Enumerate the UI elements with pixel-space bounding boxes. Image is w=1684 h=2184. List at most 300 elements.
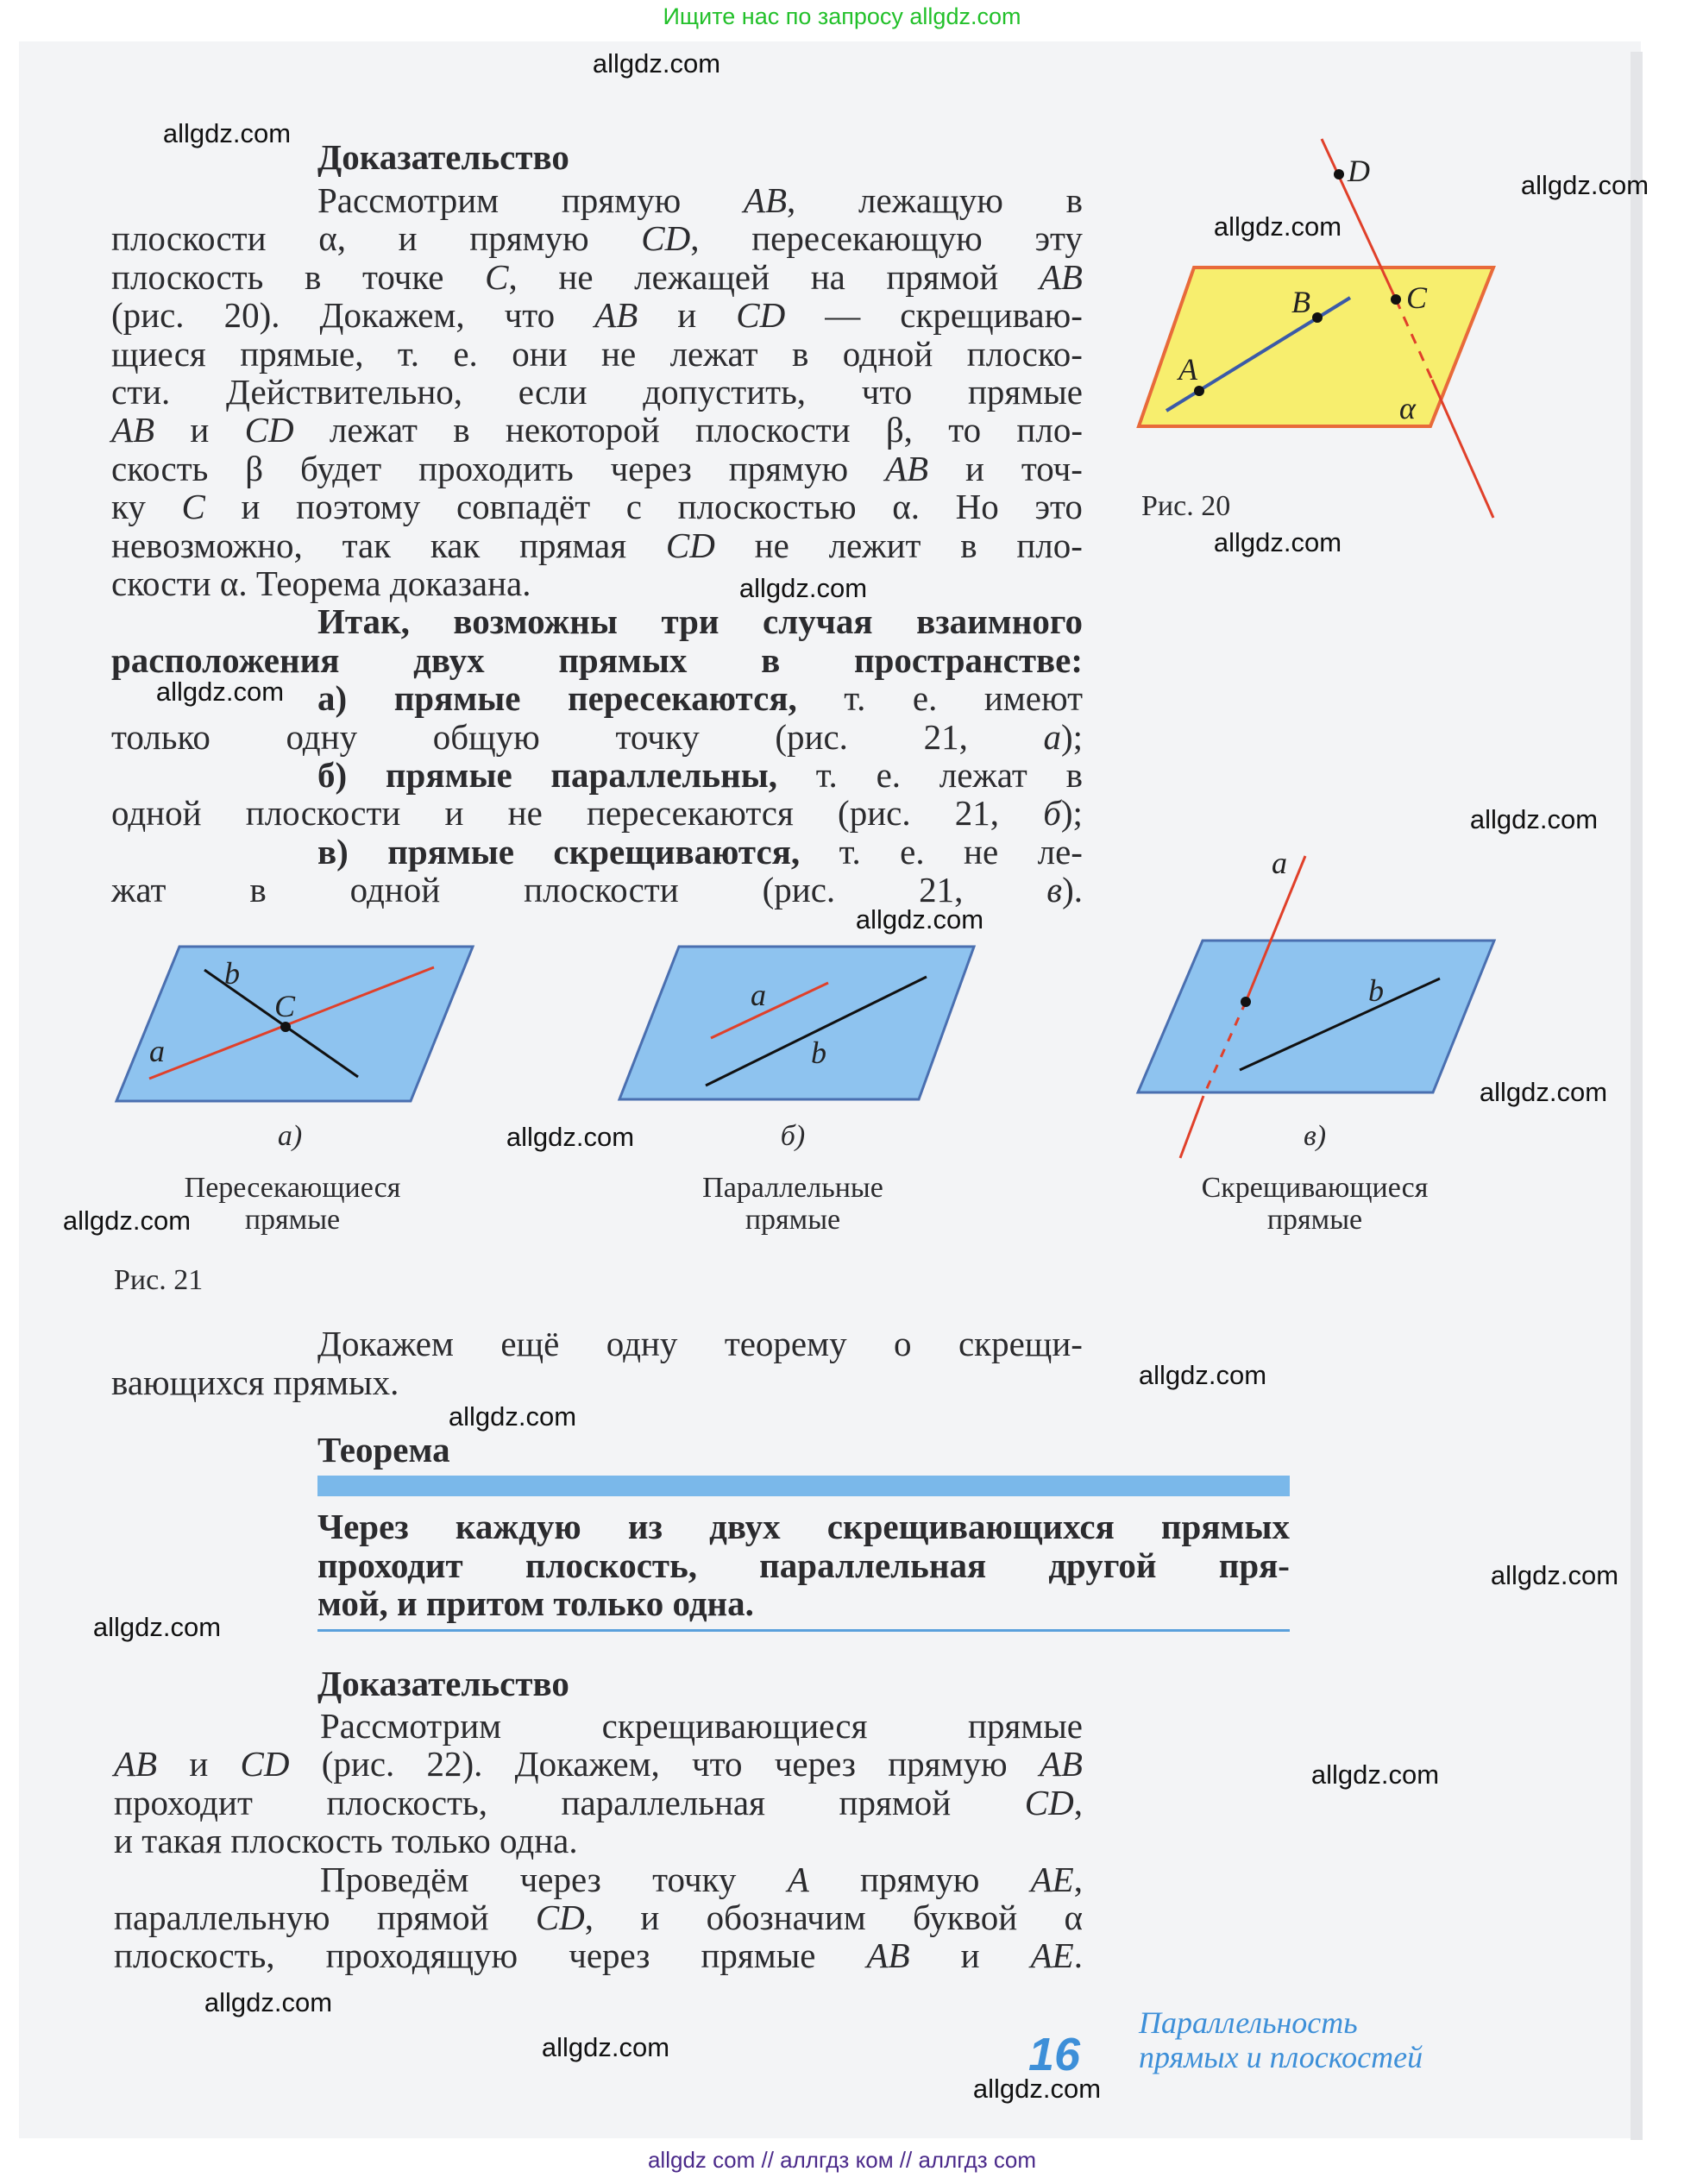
fig21c-letter: в) xyxy=(1303,1120,1327,1152)
text-run: т. xyxy=(397,333,419,374)
watermark: allgdz.com xyxy=(855,904,984,935)
word xyxy=(525,1546,697,1584)
text-run: пространстве: xyxy=(853,639,1083,680)
text-run: пересекаются, xyxy=(567,678,797,719)
text-run: Итак, xyxy=(317,601,410,642)
watermark: allgdz.com xyxy=(592,48,721,79)
word xyxy=(1048,1546,1156,1584)
word xyxy=(606,1325,678,1363)
word xyxy=(1040,1745,1083,1783)
watermark: allgdz.com xyxy=(1310,1759,1440,1790)
fig21a-caption xyxy=(185,1172,401,1236)
text-run: Докажем, xyxy=(514,1744,660,1784)
text-run: ещё xyxy=(500,1324,560,1363)
label-a: A xyxy=(1178,352,1197,387)
watermark: allgdz.com xyxy=(92,1612,222,1642)
text-run: CD xyxy=(736,295,786,336)
word xyxy=(894,1325,912,1363)
text-run: (рис. xyxy=(838,793,911,834)
text-run: точке xyxy=(361,256,444,297)
text-run: , xyxy=(690,218,700,259)
watermark: allgdz.com xyxy=(1213,211,1342,242)
text-run: поэтому xyxy=(296,487,421,527)
watermark: allgdz.com xyxy=(738,573,868,603)
text-run: пло- xyxy=(1016,410,1083,450)
text-run: CD xyxy=(1024,1782,1074,1822)
label-b: b xyxy=(224,956,240,991)
text-run: пря- xyxy=(1218,1545,1290,1585)
text-run: в xyxy=(792,333,809,374)
text-run: Через xyxy=(317,1507,409,1546)
text-run: лежат xyxy=(329,410,418,450)
watermark: allgdz.com xyxy=(1138,1360,1267,1390)
text-run: A xyxy=(787,1859,809,1899)
text-run: CD xyxy=(641,218,691,259)
word xyxy=(515,1745,660,1783)
word xyxy=(322,1745,395,1783)
text-run: совпадёт xyxy=(456,487,591,527)
word xyxy=(788,1860,809,1898)
text-run: прямых xyxy=(1160,1507,1290,1546)
text-run: каждую xyxy=(455,1507,581,1546)
text-run: в xyxy=(249,870,267,910)
text-run: AB xyxy=(1039,256,1083,297)
plane-c xyxy=(1138,941,1494,1092)
word xyxy=(427,1745,483,1783)
text-run: если xyxy=(518,372,588,412)
watermark: allgdz.com xyxy=(62,1205,192,1236)
text-run: одну xyxy=(286,716,358,757)
text-run: не xyxy=(964,831,999,872)
text-run: CD xyxy=(535,1898,585,1937)
text-run: скрещивающихся xyxy=(826,1507,1115,1546)
text-line xyxy=(114,1898,1083,1936)
text-run: параллельная xyxy=(561,1782,765,1822)
text-run: ); xyxy=(1060,716,1083,757)
text-run: прямые xyxy=(385,755,512,795)
word xyxy=(707,1898,866,1936)
text-run: в) xyxy=(317,831,349,872)
text-run: невозможно, xyxy=(111,525,303,565)
point-c xyxy=(1391,294,1401,305)
text-run: прямую xyxy=(728,448,849,488)
text-run: плоскости xyxy=(245,793,401,834)
word xyxy=(827,1507,1115,1545)
text-run: е. xyxy=(876,755,902,795)
word xyxy=(860,1860,979,1898)
section-title xyxy=(1139,2005,1423,2074)
text-run: скость xyxy=(111,448,209,488)
text-run: точку xyxy=(615,716,700,757)
theorem-rule xyxy=(317,1629,1290,1632)
text-run: что xyxy=(861,372,913,412)
word xyxy=(913,1898,1017,1936)
text-run: скрещиваются, xyxy=(553,831,801,872)
word xyxy=(326,1936,518,1974)
text-run: прямую xyxy=(561,180,682,220)
text-run: α, xyxy=(318,218,346,259)
word xyxy=(317,1325,454,1363)
page-number: 16 xyxy=(1028,2029,1081,2080)
text-run: т. xyxy=(815,755,838,795)
text-run: точку xyxy=(652,1859,737,1899)
caption-line: Скрещивающиеся xyxy=(1201,1172,1429,1204)
text-run: , xyxy=(787,180,796,220)
text-run: прямой xyxy=(376,1898,489,1937)
text-run: AB xyxy=(1039,1744,1083,1784)
word xyxy=(628,1507,663,1545)
text-run: AB xyxy=(743,180,788,220)
text-run: прямые xyxy=(387,831,514,872)
label-c: C xyxy=(1406,280,1428,315)
text-run: ле- xyxy=(1037,831,1083,872)
text-run: скости α. Теорема доказана. xyxy=(111,563,531,603)
text-run: ку xyxy=(111,487,146,527)
watermark: allgdz.com xyxy=(541,2032,670,2062)
text-run: плоскости xyxy=(694,410,851,450)
text-run: в xyxy=(960,525,977,565)
label-b: b xyxy=(811,1035,826,1070)
word xyxy=(317,1507,409,1545)
text-run: (рис. xyxy=(321,1744,395,1784)
word xyxy=(111,1363,399,1402)
text-run: то xyxy=(948,410,982,450)
point-b xyxy=(1312,312,1323,323)
text-run: плоско- xyxy=(966,333,1083,374)
text-run: прямые xyxy=(968,1706,1083,1746)
text-run: (рис. xyxy=(762,870,836,910)
text-run: и xyxy=(189,1744,209,1784)
word xyxy=(1161,1507,1290,1545)
word xyxy=(114,1936,275,1974)
watermark: allgdz.com xyxy=(162,118,292,148)
text-run: щиеся xyxy=(111,333,206,374)
word xyxy=(759,1546,986,1584)
text-run: AB xyxy=(866,1935,910,1976)
text-run: взаимного xyxy=(916,601,1083,642)
text-run: не xyxy=(754,525,789,565)
text-run: скрещи- xyxy=(958,1324,1083,1363)
text-run: обозначим xyxy=(706,1898,866,1937)
footer-banner[interactable]: allgdz com // аллгдз ком // аллгдз сom xyxy=(647,2147,1037,2173)
text-line xyxy=(317,1584,1290,1622)
text-run: плоскость, xyxy=(525,1545,698,1585)
word xyxy=(1031,1860,1083,1898)
line-cd-lower xyxy=(1432,380,1493,518)
text-line xyxy=(317,1325,1083,1363)
text-run: е. xyxy=(912,678,938,719)
text-run: и xyxy=(640,1898,660,1937)
label-a: a xyxy=(1272,846,1287,880)
text-run: только xyxy=(111,716,210,757)
text-run: параллельную xyxy=(114,1898,330,1937)
text-run: е. xyxy=(453,333,478,374)
text-run: плоскостью xyxy=(677,487,857,527)
word xyxy=(317,1583,754,1623)
text-run: CD xyxy=(244,410,294,450)
text-line xyxy=(320,1860,1083,1898)
text-run: будет xyxy=(300,448,382,488)
text-run: возможны xyxy=(453,601,618,642)
text-run: расположения xyxy=(111,639,340,680)
watermark: allgdz.com xyxy=(1520,170,1649,200)
text-run: AB xyxy=(111,410,155,450)
text-run: и xyxy=(677,295,697,336)
text-run: прямой xyxy=(886,256,999,297)
watermark: allgdz.com xyxy=(972,2074,1102,2104)
text-run: т. xyxy=(839,831,861,872)
text-run: вающихся прямых. xyxy=(111,1363,399,1402)
fig21b-letter: б) xyxy=(780,1120,806,1152)
word xyxy=(652,1860,736,1898)
text-run: Рассмотрим xyxy=(317,180,500,220)
word xyxy=(520,1860,601,1898)
word xyxy=(114,1821,578,1860)
text-run: C xyxy=(485,256,509,297)
word xyxy=(725,1325,847,1363)
text-run: прямая xyxy=(519,525,627,565)
text-line xyxy=(114,1822,1083,1860)
text-run: 20). xyxy=(223,295,280,336)
text-run: плоскость, xyxy=(326,1782,487,1822)
fig21-caption: Рис. 21 xyxy=(114,1264,204,1296)
text-run: пло- xyxy=(1016,525,1083,565)
text-run: проходит xyxy=(114,1782,253,1822)
text-run: прямые xyxy=(393,678,521,719)
text-run: в xyxy=(453,410,470,450)
text-line xyxy=(114,1745,1083,1783)
word xyxy=(114,1745,157,1783)
text-run: мой, и притом только одна. xyxy=(317,1583,754,1623)
text-run: и xyxy=(960,1935,980,1976)
word xyxy=(377,1898,489,1936)
section-line: прямых и плоскостей xyxy=(1139,2040,1423,2074)
text-run: β xyxy=(245,448,264,488)
caption-line: прямые xyxy=(244,1204,341,1236)
word xyxy=(320,1707,501,1745)
text-run: (рис. xyxy=(111,295,185,336)
word xyxy=(536,1898,594,1936)
caption-line: прямые xyxy=(745,1204,841,1236)
header-banner[interactable]: Ищите нас по запросу allgdz.com xyxy=(663,3,1021,29)
text-run: т. xyxy=(844,678,866,719)
word xyxy=(326,1784,487,1822)
text-run: а) xyxy=(317,678,348,719)
text-run: AE xyxy=(1030,1859,1074,1899)
text-line xyxy=(114,1936,1083,1974)
text-run: и такая плоскость только одна. xyxy=(114,1821,578,1861)
text-run: допустить, xyxy=(643,372,807,412)
text-run: теорему xyxy=(724,1324,847,1363)
text-run: в xyxy=(1046,870,1063,910)
fig21b-caption xyxy=(702,1172,883,1236)
text-run: прямые xyxy=(967,372,1083,412)
text-run: не xyxy=(601,333,637,374)
text-run: двух xyxy=(709,1507,781,1546)
text-run: 21, xyxy=(954,793,1000,834)
word xyxy=(1219,1546,1290,1584)
text-run: — xyxy=(825,295,861,336)
text-line xyxy=(317,1507,1290,1545)
watermark: allgdz.com xyxy=(204,1987,333,2017)
text-run: общую xyxy=(432,716,540,757)
text-run: б) xyxy=(317,755,348,795)
word xyxy=(640,1898,659,1936)
text-run: 21, xyxy=(919,870,964,910)
text-run: в xyxy=(304,256,322,297)
plane-a xyxy=(116,947,473,1101)
text-run: плоскости xyxy=(111,218,267,259)
text-run: через xyxy=(610,448,692,488)
text-run: параллельны, xyxy=(550,755,777,795)
word xyxy=(500,1325,559,1363)
text-run: C xyxy=(181,487,205,527)
label-alpha: α xyxy=(1399,391,1416,425)
word xyxy=(114,1898,330,1936)
text-run: прямые xyxy=(701,1935,816,1976)
text-line xyxy=(317,1546,1290,1584)
word xyxy=(1025,1784,1083,1822)
text-run: AB xyxy=(885,448,929,488)
text-run: и xyxy=(444,793,464,834)
text-run: , xyxy=(584,1898,594,1937)
text-run: лежат xyxy=(939,755,1027,795)
theorem-title: Теорема xyxy=(317,1430,450,1470)
fig21c-caption xyxy=(1202,1172,1429,1236)
theorem-bar xyxy=(317,1476,1290,1496)
label-a: a xyxy=(751,978,766,1012)
text-run: с xyxy=(625,487,642,527)
text-run: AB xyxy=(114,1744,158,1784)
text-run: из xyxy=(627,1507,663,1546)
text-run: плоскость, xyxy=(114,1935,275,1976)
text-run: жат xyxy=(111,870,167,910)
text-run: Рассмотрим xyxy=(320,1706,502,1746)
text-run: проходить xyxy=(418,448,574,488)
word xyxy=(775,1745,856,1783)
text-run: одной xyxy=(349,870,441,910)
text-run: проходящую xyxy=(325,1935,518,1976)
line-a-skew-bottom xyxy=(1180,1096,1203,1158)
text-run: Докажем xyxy=(317,1324,454,1363)
text-run: через xyxy=(774,1744,856,1784)
text-run: что xyxy=(692,1744,743,1784)
text-line xyxy=(320,1707,1083,1745)
word xyxy=(602,1707,868,1745)
label-b: B xyxy=(1291,285,1310,319)
text-run: 22). xyxy=(426,1744,483,1784)
word xyxy=(701,1936,815,1974)
word xyxy=(692,1745,743,1783)
text-run: , xyxy=(1073,1859,1083,1899)
text-run: случая xyxy=(763,601,873,642)
text-run: некоторой xyxy=(505,410,660,450)
text-run: . xyxy=(1073,1935,1083,1976)
text-run: AE xyxy=(1030,1935,1074,1976)
text-run: лежат xyxy=(669,333,758,374)
fig21a-letter: а) xyxy=(277,1120,303,1152)
text-run: прямой xyxy=(839,1782,952,1822)
text-run: β, xyxy=(885,410,913,450)
text-run: пересекающую xyxy=(751,218,983,259)
text-run: прямых xyxy=(558,639,688,680)
text-run: не xyxy=(507,793,543,834)
text-run: одной xyxy=(842,333,933,374)
text-run: пересекаются xyxy=(587,793,794,834)
caption-line: Пересекающиеся xyxy=(184,1172,401,1204)
text-run: ); xyxy=(1060,793,1083,834)
watermark: allgdz.com xyxy=(1479,1077,1608,1107)
text-run: буквой xyxy=(912,1898,1018,1937)
word xyxy=(562,1784,765,1822)
word xyxy=(456,1507,581,1545)
text-run: Докажем, xyxy=(319,295,465,336)
text-run: Действительно, xyxy=(226,372,463,412)
text-run: эту xyxy=(1034,218,1083,259)
text-run: а xyxy=(1043,716,1061,757)
text-run: и xyxy=(190,410,210,450)
point-skew xyxy=(1241,997,1251,1007)
word xyxy=(569,1936,650,1974)
text-run: не xyxy=(558,256,594,297)
text-run: проходит xyxy=(317,1545,463,1585)
text-run: лежит xyxy=(828,525,921,565)
text-run: одной xyxy=(111,793,202,834)
text-run: в xyxy=(1065,755,1083,795)
point-d xyxy=(1334,169,1344,179)
text-run: через xyxy=(569,1935,650,1976)
text-run: одну xyxy=(606,1324,678,1363)
text-run: имеют xyxy=(983,678,1083,719)
word xyxy=(241,1745,290,1783)
text-run: на xyxy=(810,256,845,297)
text-run: лежащей xyxy=(634,256,770,297)
word xyxy=(1031,1936,1083,1974)
text-run: скрещивающиеся xyxy=(601,1706,868,1746)
label-c: C xyxy=(274,989,296,1023)
text-run: о xyxy=(894,1324,912,1363)
text-run: и xyxy=(965,448,984,488)
text-run: прямую xyxy=(860,1859,980,1899)
text-run: прямую xyxy=(469,218,589,259)
text-run: и xyxy=(241,487,261,527)
word xyxy=(867,1936,910,1974)
section-line: Параллельность xyxy=(1139,2005,1358,2040)
text-run: через xyxy=(519,1859,601,1899)
text-run: в xyxy=(761,639,781,680)
text-run: двух xyxy=(413,639,485,680)
label-d: D xyxy=(1348,154,1370,188)
text-run: α xyxy=(1064,1898,1083,1937)
text-line xyxy=(114,1784,1083,1822)
watermark: allgdz.com xyxy=(1490,1560,1619,1590)
text-run: Проведём xyxy=(320,1859,469,1899)
text-run: Но xyxy=(955,487,999,527)
text-run: 21, xyxy=(923,716,968,757)
text-run: CD xyxy=(665,525,715,565)
text-run: прямые, xyxy=(240,333,364,374)
word xyxy=(189,1745,208,1783)
fig20-caption: Рис. 20 xyxy=(1141,490,1231,522)
text-run: параллельная xyxy=(759,1545,987,1585)
proof2-title: Доказательство xyxy=(317,1664,569,1703)
text-run: , xyxy=(508,256,518,297)
word xyxy=(839,1784,952,1822)
plane-alpha xyxy=(1139,267,1493,426)
text-run: (рис. xyxy=(775,716,848,757)
text-line xyxy=(111,1363,1083,1401)
text-run: плоскости xyxy=(524,870,679,910)
